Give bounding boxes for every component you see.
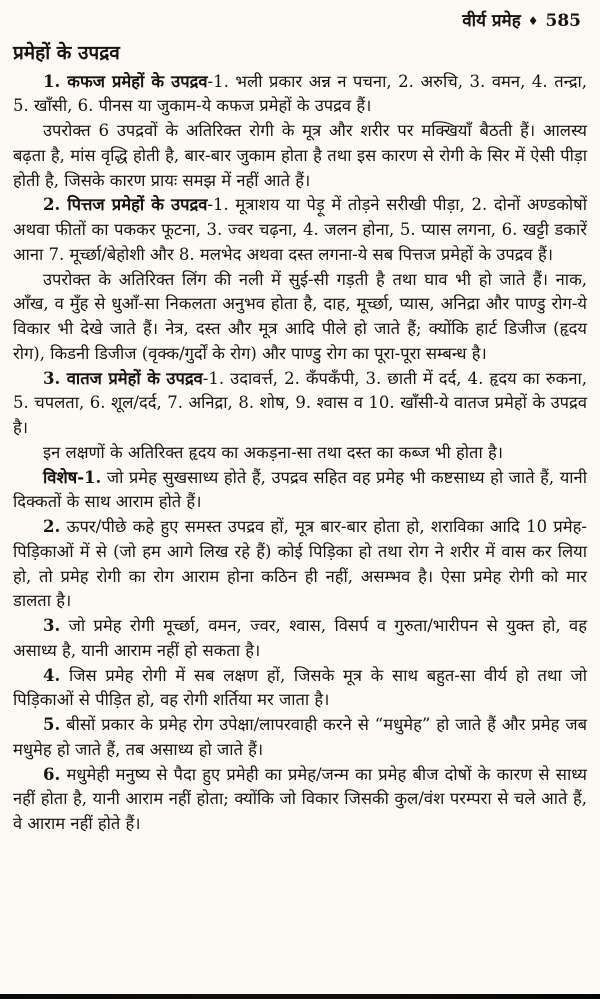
paragraph-vishesh-2	[13, 515, 587, 614]
paragraph-lead: 3.	[43, 616, 61, 636]
paragraph-text: जो प्रमेह सुखसाध्य होते हैं, उपद्रव सहित वह प्रमेह भी कष्टसाध्य हो जाते हैं, यानी दिक्कतों के साथ आराम होते हैं।	[13, 467, 587, 512]
paragraph-kaphaj-extra	[13, 119, 587, 193]
paragraph-vataj-extra	[13, 441, 587, 466]
section-heading: प्रमेहों के उपद्रव	[13, 42, 120, 64]
paragraph-lead: 2.	[43, 517, 61, 537]
paragraph-text: इन लक्षणों के अतिरिक्त हृदय का अकड़ना-सा तथा दस्त का कब्ज भी होता है।	[43, 442, 503, 462]
scan-edge-artifact	[0, 994, 600, 999]
paragraph-text: जिस प्रमेह रोगी में सब लक्षण हों, जिसके मूत्र के साथ बहुत-सा वीर्य हो तथा जो पिड़िकाओं से पीड़ित हो, वह रोगी शर्तिया मर जाता है।	[13, 665, 587, 710]
paragraph-text: ऊपर/पीछे कहे हुए समस्त उपद्रव हों, मूत्र बार-बार होता हो, शराविका आदि 10 प्रमेह-पिड़िकाओं में से (जो हम आगे लिख रहे हैं) कोई पिड़िका हो तथा रोग ने शरीर में वास कर लिया हो, तो प्रमेह रोगी का रोग आराम होना कठिन ही नहीं, असम्भव है। ऐसा प्रमेह रोगी को मार डालता है।	[13, 517, 587, 611]
paragraph-vishesh-1	[13, 466, 587, 516]
paragraph-lead: 4.	[43, 665, 61, 685]
paragraph-lead: विशेष-1.	[43, 467, 102, 487]
paragraph-vishesh-3	[13, 614, 587, 664]
paragraph-vataj-list	[13, 367, 587, 441]
paragraph-text: -1. मूत्राशय या पेड़ू में तोड़ने सरीखी पीड़ा, 2. दोनों अण्डकोषों अथवा फीतों का पककर फूटना, 3. ज्वर चढ़ना, 4. जलन होना, 5. प्यास लगना, 6. खट्टी डकारें आना 7. मूर्च्छा/बेहोशी और 8. मलभेद अथवा दस्त लगना-ये सब पित्तज प्रमेहों के उपद्रव हैं।	[13, 195, 587, 264]
paragraph-text: उपरोक्त के अतिरिक्त लिंग की नली में सुई-सी गड़ती है तथा घाव भी हो जाते हैं। नाक, आँख, व मुँह से धुआँ-सा निकलता अनुभव होता है, दाह, मूर्च्छा, प्यास, अनिद्रा और पाण्डु रोग-ये विकार भी देखे जाते हैं। नेत्र, दस्त और मूत्र आदि पीले हो जाते हैं; क्योंकि हार्ट डिजीज (हृदय रोग), किडनी डिजीज (वृक्क/गुर्दों के रोग) और पाण्डु रोग का पूरा-पूरा सम्बन्ध है।	[13, 269, 588, 363]
paragraph-text: मधुमेही मनुष्य से पैदा हुए प्रमेही का प्रमेह/जन्म का प्रमेह बीज दोषों के कारण से साध्य नहीं होता है, यानी आराम नहीं होता; क्योंकि जो विकार जिसकी कुल/वंश परम्परा से चले आते हैं, वे आराम नहीं होते हैं।	[13, 764, 587, 834]
paragraph-kaphaj-list	[13, 70, 587, 120]
paragraph-lead: 5.	[43, 715, 61, 735]
paragraph-pittaj-list	[13, 193, 587, 267]
paragraph-lead: 2. पित्तज प्रमेहों के उपद्रव	[43, 195, 208, 215]
paragraph-text: -1. उदावर्त्त, 2. कँपकँपी, 3. छाती में दर्द, 4. हृदय का रुकना, 5. चपलता, 6. शूल/दर्द, 7. अनिद्रा, 8. शोष, 9. श्वास व 10. खाँसी-ये वातज प्रमेहों के उपद्रव है।	[13, 368, 587, 438]
paragraph-lead: 1. कफज प्रमेहों के उपद्रव	[43, 71, 208, 91]
paragraph-pittaj-extra	[13, 268, 587, 367]
page-header	[13, 8, 581, 31]
paragraph-lead: 3. वातज प्रमेहों के उपद्रव	[43, 368, 203, 388]
paragraph-text: -1. भली प्रकार अन्न न पचना, 2. अरुचि, 3. वमन, 4. तन्द्रा, 5. खाँसी, 6. पीनस या जुकाम-ये कफज प्रमेहों के उपद्रव हैं।	[13, 71, 587, 116]
paragraph-text: बीसों प्रकार के प्रमेह रोग उपेक्षा/लापरवाही करने से “मधुमेह” हो जाते हैं और प्रमेह जब मधुमेह हो जाते हैं, तब असाध्य हो जाते हैं।	[13, 715, 587, 759]
paragraph-vishesh-6	[13, 763, 587, 837]
page-number: 585	[545, 11, 581, 31]
running-head-title: वीर्य प्रमेह	[462, 11, 521, 31]
diamond-icon: ♦	[527, 14, 539, 28]
paragraph-text: जो प्रमेह रोगी मूर्च्छा, वमन, ज्वर, श्वास, विसर्प व गुरुता/भारीपन से युक्त हो, वह असाध्य है, यानी आराम नहीं हो सकता है।	[13, 616, 587, 660]
paragraph-text: उपरोक्त 6 उपद्रवों के अतिरिक्त रोगी के मूत्र और शरीर पर मक्खियाँ बैठती हैं। आलस्य बढ़ता है, मांस वृद्धि होती है, बार-बार जुकाम होता है तथा इस कारण से रोगी के सिर में ऐसी पीड़ा होती है, जिसके कारण प्रायः समझ में नहीं आते हैं।	[13, 121, 587, 190]
paragraph-lead: 6.	[43, 764, 61, 784]
paragraph-vishesh-5	[13, 713, 587, 763]
paragraph-vishesh-4	[13, 664, 587, 714]
